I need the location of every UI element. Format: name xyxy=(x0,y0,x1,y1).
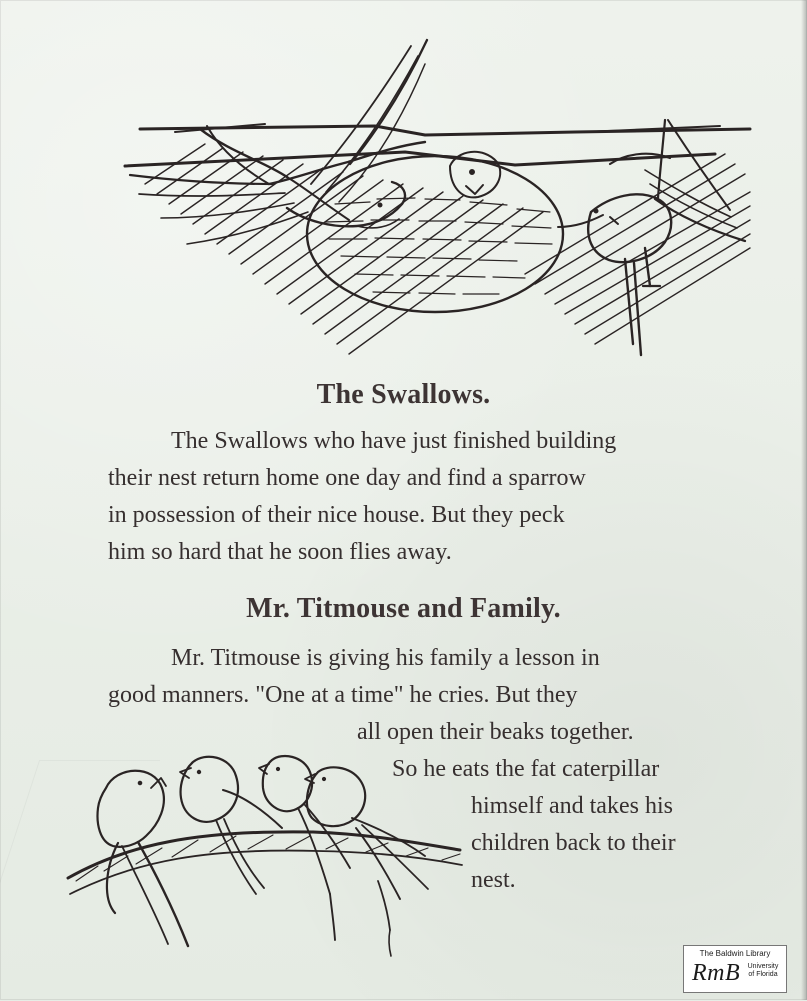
swallows-line-2: their nest return home one day and find a sparrow xyxy=(108,465,586,491)
page-edge xyxy=(801,0,807,1000)
swallows-line-1: The Swallows who have just finished building xyxy=(171,428,617,454)
titmouse-line-7: nest. xyxy=(471,867,516,893)
titmouse-line-4: So he eats the fat caterpillar xyxy=(392,756,660,782)
titmouse-title: Mr. Titmouse and Family. xyxy=(246,593,561,624)
titmouse-line-1: Mr. Titmouse is giving his family a lesson in xyxy=(171,645,600,671)
titmouse-line-2: good manners. "One at a time" he cries. But they xyxy=(108,682,578,708)
library-stamp xyxy=(683,945,787,993)
stamp-side-text: University of Florida xyxy=(747,963,779,978)
stamp-logo: RmB xyxy=(692,960,741,986)
titmouse-line-6: children back to their xyxy=(471,830,676,856)
swallows-paragraph xyxy=(108,423,740,571)
titmouse-line-3: all open their beaks together. xyxy=(357,719,634,745)
titmouse-line-5: himself and takes his xyxy=(471,793,673,819)
stamp-top-text: The Baldwin Library xyxy=(699,949,771,958)
swallows-illustration xyxy=(105,34,755,364)
titmouse-paragraph xyxy=(108,640,740,899)
swallows-title: The Swallows. xyxy=(316,379,491,410)
swallows-line-3: in possession of their nice house. But they peck xyxy=(108,502,565,528)
swallows-line-4: him so hard that he soon flies away. xyxy=(108,539,452,565)
